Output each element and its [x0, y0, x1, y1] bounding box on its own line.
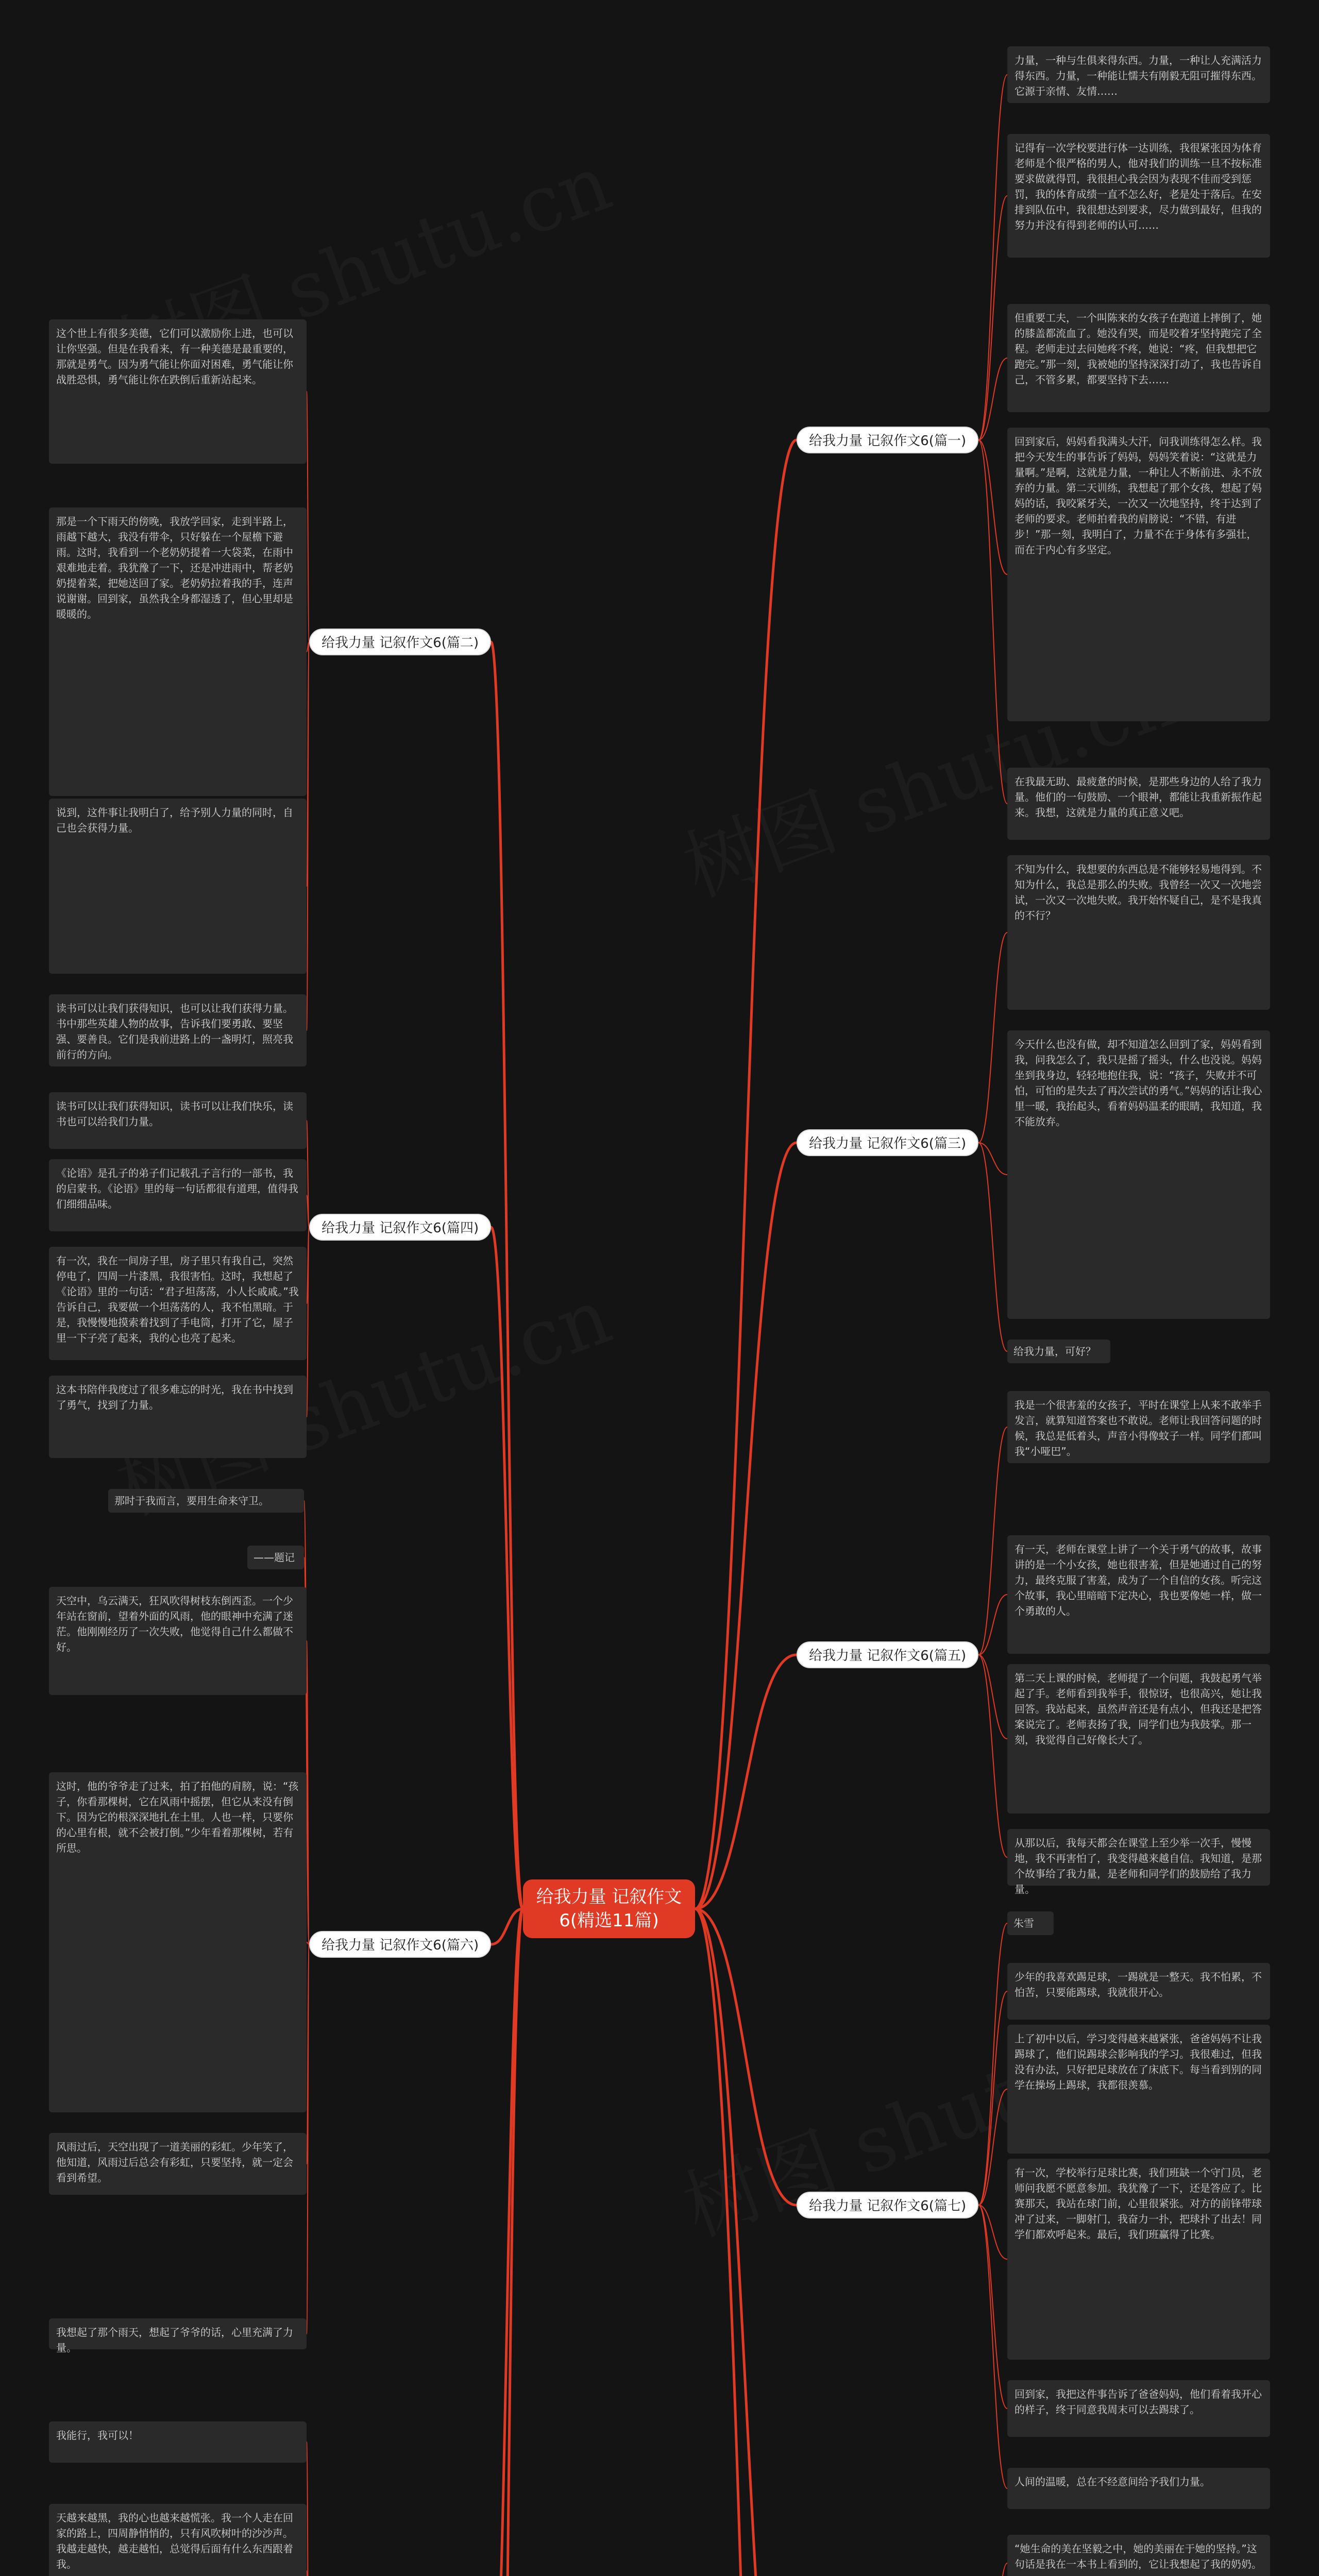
- connector-line: [695, 1909, 797, 2576]
- note-text: 我能行，我可以！: [49, 2421, 307, 2463]
- branch-4[interactable]: 给我力量 记叙作文6(篇四): [309, 1214, 491, 1241]
- connector-line: [978, 440, 1007, 574]
- branch-2[interactable]: 给我力量 记叙作文6(篇二): [309, 629, 491, 655]
- note-text: 这个世上有很多美德，它们可以激励你上进，也可以让你坚强。但是在我看来，有一种美德是最重要的，那就是勇气。因为勇气能让你面对困难，勇气能让你战胜恐惧，勇气能让你在跌倒后重新站起来。: [49, 319, 307, 464]
- note-text: 上了初中以后，学习变得越来越紧张，爸爸妈妈不让我踢球了，他们说踢球会影响我的学习。我很难过，但我没有办法，只好把足球放在了床底下。每当看到别的同学在操场上踢球，我都很羡慕。: [1007, 2025, 1270, 2154]
- note-text: 回到家后，妈妈看我满头大汗，问我训练得怎么样。我把今天发生的事告诉了妈妈，妈妈笑着说：“这就是力量啊。”是啊，这就是力量，一种让人不断前进、永不放弃的力量。第二天训练，我想起了那个女孩，想起了妈妈的话，我咬紧牙关，一次又一次地坚持，终于达到了老师的要求。老师拍着我的肩膀说：“不错，有进步！”那一刻，我明白了，力量不在于身体有多强壮，而在于内心有多坚定。: [1007, 428, 1270, 721]
- note-text: 说到，这件事让我明白了，给予别人力量的同时，自己也会获得力量。: [49, 799, 307, 974]
- note-text: 《论语》是孔子的弟子们记载孔子言行的一部书，我的启蒙书。《论语》里的每一句话都很有道理，值得我们细细品味。: [49, 1159, 307, 1231]
- note-text: 给我力量，可好？: [1007, 1340, 1110, 1363]
- connector-line: [695, 1909, 797, 2576]
- note-text: 力量，一种与生俱来得东西。力量，一种让人充满活力得东西。力量，一种能让懦夫有刚毅无阻可摧得东西。它源于亲情、友情……: [1007, 46, 1270, 103]
- connector-line: [978, 1655, 1007, 1857]
- connector-line: [978, 1655, 1007, 1739]
- note-text: ——题记: [247, 1546, 304, 1569]
- connector-line: [978, 1427, 1007, 1655]
- connector-line: [491, 1909, 523, 2576]
- note-text: 风雨过后，天空出现了一道美丽的彩虹。少年笑了，他知道，风雨过后总会有彩虹，只要坚持，就一定会看到希望。: [49, 2133, 307, 2195]
- note-text: 天越来越黑，我的心也越来越慌张。我一个人走在回家的路上，四周静悄悄的，只有风吹树叶的沙沙声。我越走越快，越走越怕，总觉得后面有什么东西跟着我。: [49, 2504, 307, 2576]
- connector-line: [307, 2442, 309, 2576]
- note-text: 但重要工夫，一个叫陈来的女孩子在跑道上摔倒了，她的膝盖都流血了。她没有哭，而是咬着牙坚持跑完了全程。老师走过去问她疼不疼，她说：“疼，但我想把它跑完。”那一刻，我被她的坚持深深打动了，我也告诉自己，不管多累，都要坚持下去……: [1007, 304, 1270, 412]
- note-text: 少年的我喜欢踢足球，一踢就是一整天。我不怕累，不怕苦，只要能踢球，我就很开心。: [1007, 1963, 1270, 2020]
- connector-line: [978, 1991, 1007, 2205]
- connector-line: [978, 440, 1007, 804]
- branch-6[interactable]: 给我力量 记叙作文6(篇六): [309, 1931, 491, 1958]
- branch-3[interactable]: 给我力量 记叙作文6(篇三): [797, 1129, 978, 1156]
- note-text: “她生命的美在坚毅之中，她的美丽在于她的坚持。”这句话是我在一本书上看到的，它让我想起了我的奶奶。: [1007, 2535, 1270, 2576]
- connector-line: [978, 2563, 1007, 2576]
- note-text: 有一次，学校举行足球比赛，我们班缺一个守门员，老师问我愿不愿意参加。我犹豫了一下，还是答应了。比赛那天，我站在球门前，心里很紧张。对方的前锋带球冲了过来，一脚射门，我奋力一扑，把球扑了出去！同学们都欢呼起来。最后，我们班赢得了比赛。: [1007, 2159, 1270, 2360]
- note-text: 天空中，乌云满天，狂风吹得树枝东倒西歪。一个少年站在窗前，望着外面的风雨，他的眼神中充满了迷茫。他刚刚经历了一次失败，他觉得自己什么都做不好。: [49, 1587, 307, 1695]
- connector-line: [695, 440, 797, 1909]
- note-text: 人间的温暖，总在不经意间给予我们力量。: [1007, 2468, 1270, 2509]
- connector-line: [978, 196, 1007, 440]
- branch-7[interactable]: 给我力量 记叙作文6(篇七): [797, 2192, 978, 2218]
- note-text: 这本书陪伴我度过了很多难忘的时光，我在书中找到了勇气，找到了力量。: [49, 1376, 307, 1458]
- connector-line: [307, 392, 309, 642]
- connector-line: [978, 1143, 1007, 1175]
- connector-line: [491, 642, 523, 1909]
- connector-line: [978, 75, 1007, 440]
- branch-5[interactable]: 给我力量 记叙作文6(篇五): [797, 1641, 978, 1668]
- connector-line: [978, 2205, 1007, 2409]
- note-text: 那时于我而言，要用生命来守卫。: [108, 1489, 304, 1513]
- note-text: 我想起了那个雨天，想起了爷爷的话，心里充满了力量。: [49, 2318, 307, 2349]
- connector-line: [695, 1143, 797, 1909]
- note-text: 读书可以让我们获得知识，也可以让我们获得力量。书中那些英雄人物的故事，告诉我们要勇敢、要坚强、要善良。它们是我前进路上的一盏明灯，照亮我前行的方向。: [49, 994, 307, 1066]
- note-text: 我是一个很害羞的女孩子，平时在课堂上从来不敢举手发言，就算知道答案也不敢说。老师让我回答问题的时候，我总是低着头，声音小得像蚊子一样。同学们都叫我“小哑巴”。: [1007, 1391, 1270, 1463]
- connector-line: [978, 2205, 1007, 2488]
- connector-line: [491, 1909, 523, 2576]
- connector-line: [978, 1923, 1007, 2205]
- connector-line: [978, 933, 1007, 1143]
- note-text: 从那以后，我每天都会在课堂上至少举一次手，慢慢地，我不再害怕了，我变得越来越自信。我知道，是那个故事给了我力量，是老师和同学们的鼓励给了我力量。: [1007, 1829, 1270, 1886]
- note-text: 有一次，我在一间房子里，房子里只有我自己，突然停电了，四周一片漆黑，我很害怕。这时，我想起了《论语》里的一句话：“君子坦荡荡，小人长戚戚。”我告诉自己，我要做一个坦荡荡的人，我不怕黑暗。于是，我慢慢地摸索着找到了手电筒，打开了它，屋子里一下子亮了起来，我的心也亮了起来。: [49, 1247, 307, 1360]
- note-text: 在我最无助、最疲惫的时候，是那些身边的人给了我力量。他们的一句鼓励、一个眼神，都能让我重新振作起来。我想，这就是力量的真正意义吧。: [1007, 768, 1270, 840]
- note-text: 记得有一次学校要进行体一达训练，我很紧张因为体育老师是个很严格的男人，他对我们的训练一旦不按标准要求做就得罚，我很担心我会因为表现不佳而受到惩罚，我的体育成绩一直不怎么好，老是处于落后。在安排到队伍中，我很想达到要求，尽力做到最好，但我的努力并没有得到老师的认可……: [1007, 134, 1270, 258]
- note-text: 有一天，老师在课堂上讲了一个关于勇气的故事，故事讲的是一个小女孩，她也很害羞，但是她通过自己的努力，最终克服了害羞，成为了一个自信的女孩。听完这个故事，我心里暗暗下定决心，我也要像她一样，做一个勇敢的人。: [1007, 1535, 1270, 1654]
- mindmap-root[interactable]: 给我力量 记叙作文6(精选11篇): [523, 1879, 695, 1938]
- connector-line: [695, 1909, 797, 2205]
- connector-line: [978, 2089, 1007, 2205]
- note-text: 这时，他的爷爷走了过来，拍了拍他的肩膀，说：“孩子，你看那棵树，它在风雨中摇摆，但它从来没有倒下。因为它的根深深地扎在土里。人也一样，只要你的心里有根，就不会被打倒。”少年看着那棵树，若有所思。: [49, 1772, 307, 2112]
- note-text: 不知为什么，我想要的东西总是不能够轻易地得到。不知为什么，我总是那么的失败。我曾经一次又一次地尝试，一次又一次地失败。我开始怀疑自己，是不是我真的不行？: [1007, 855, 1270, 1010]
- note-text: 读书可以让我们获得知识，读书可以让我们快乐，读书也可以给我们力量。: [49, 1092, 307, 1149]
- note-text: 朱雪: [1007, 1911, 1054, 1935]
- connector-line: [695, 1655, 797, 1909]
- branch-1[interactable]: 给我力量 记叙作文6(篇一): [797, 427, 978, 453]
- note-text: 回到家，我把这件事告诉了爸爸妈妈，他们看着我开心的样子，终于同意我周末可以去踢球了。: [1007, 2380, 1270, 2437]
- note-text: 那是一个下雨天的傍晚，我放学回家，走到半路上，雨越下越大，我没有带伞，只好躲在一个屋檐下避雨。这时，我看到一个老奶奶提着一大袋菜，在雨中艰难地走着。我犹豫了一下，还是冲进雨中，帮老奶奶提着菜，把她送回了家。老奶奶拉着我的手，连声说谢谢。回到家，虽然我全身都湿透了，但心里却是暖暖的。: [49, 507, 307, 796]
- note-text: 今天什么也没有做，却不知道怎么回到了家，妈妈看到我，问我怎么了，我只是摇了摇头，什么也没说。妈妈坐到我身边，轻轻地抱住我，说：“孩子，失败并不可怕，可怕的是失去了再次尝试的勇气。”妈妈的话让我心里一暖，我抬起头，看着妈妈温柔的眼睛，我知道，我不能放弃。: [1007, 1030, 1270, 1319]
- note-text: 第二天上课的时候，老师提了一个问题，我鼓起勇气举起了手。老师看到我举手，很惊讶，也很高兴，她让我回答。我站起来，虽然声音还是有点小，但我还是把答案说完了。老师表扬了我，同学们也为我鼓掌。那一刻，我觉得自己好像长大了。: [1007, 1664, 1270, 1814]
